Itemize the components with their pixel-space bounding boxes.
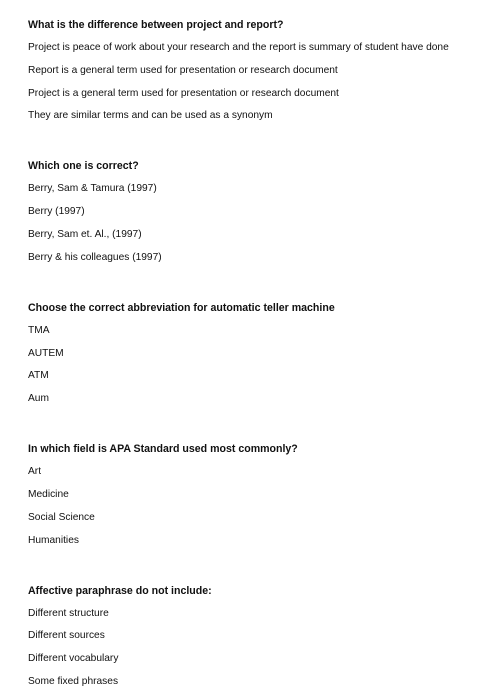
question-4 bbox=[28, 442, 487, 547]
answer-option: Different sources bbox=[28, 630, 105, 642]
answer-option: Report is a general term used for presentation or research document bbox=[28, 64, 338, 76]
question-title: In which field is APA Standard used most commonly? bbox=[28, 443, 298, 456]
answer-options bbox=[28, 324, 487, 406]
answer-option: Different structure bbox=[28, 607, 109, 619]
answer-option: Art bbox=[28, 466, 42, 478]
answer-options bbox=[28, 41, 487, 123]
answer-option: Project is peace of work about your research and the report is summary of student have done bbox=[28, 42, 449, 53]
answer-option: Project is a general term used for presentation or research document bbox=[28, 87, 339, 99]
question-title: Choose the correct abbreviation for automatic teller machine bbox=[28, 301, 335, 314]
answer-option: Some fixed phrases bbox=[28, 675, 119, 687]
answer-option: Berry (1997) bbox=[28, 206, 85, 218]
question-title: Affective paraphrase do not include: bbox=[28, 584, 212, 597]
answer-option: Different vocabulary bbox=[28, 653, 119, 665]
answer-option: Berry, Sam & Tamura (1997) bbox=[28, 183, 157, 195]
answer-options bbox=[28, 607, 487, 689]
answer-option: Medicine bbox=[28, 488, 69, 500]
question-5 bbox=[28, 584, 487, 689]
question-3 bbox=[28, 301, 487, 406]
question-2 bbox=[28, 159, 487, 264]
question-1 bbox=[28, 18, 487, 123]
answer-option: They are similar terms and can be used as a synonym bbox=[28, 110, 273, 122]
answer-option: AUTEM bbox=[28, 347, 64, 359]
answer-option: TMA bbox=[28, 324, 50, 336]
answer-options bbox=[28, 182, 487, 264]
answer-option: Social Science bbox=[28, 511, 95, 523]
question-title: Which one is correct? bbox=[28, 160, 139, 173]
answer-option: Humanities bbox=[28, 534, 79, 546]
answer-option: Berry & his colleagues (1997) bbox=[28, 251, 162, 263]
answer-option: Aum bbox=[28, 393, 49, 405]
answer-option: Berry, Sam et. Al., (1997) bbox=[28, 228, 142, 240]
answer-option: ATM bbox=[28, 370, 49, 382]
answer-options bbox=[28, 465, 487, 547]
question-title: What is the difference between project and report? bbox=[28, 19, 284, 31]
